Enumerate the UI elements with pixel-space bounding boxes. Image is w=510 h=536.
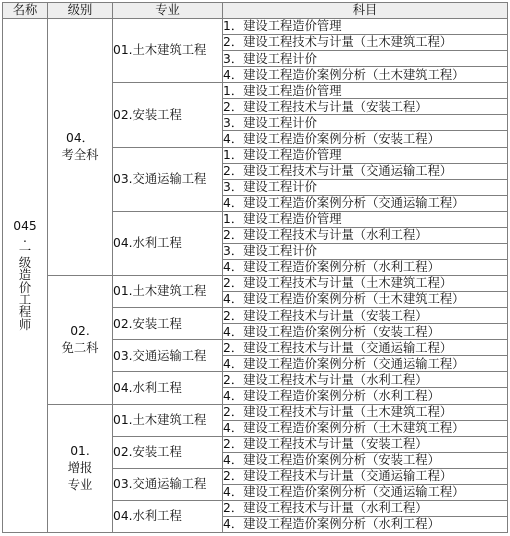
subject-cell: 1．建设工程造价管理 <box>223 147 508 163</box>
exam-name-char: 程 <box>18 305 32 320</box>
subject-cell: 1．建设工程造价管理 <box>223 19 508 35</box>
subject-cell: 4．建设工程造价案例分析（土木建筑工程） <box>223 420 508 436</box>
subject-cell: 1．建设工程造价管理 <box>223 83 508 99</box>
table-row <box>3 19 508 35</box>
subject-cell: 2．建设工程技术与计量（交通运输工程） <box>223 340 508 356</box>
major-cell: 02.安装工程 <box>113 436 223 468</box>
subject-cell: 4．建设工程造价案例分析（水利工程） <box>223 516 508 532</box>
exam-name-char: 一 <box>18 243 32 258</box>
table-row <box>3 276 508 292</box>
major-cell: 04.水利工程 <box>113 372 223 404</box>
subject-cell: 2．建设工程技术与计量（土木建筑工程） <box>223 404 508 420</box>
subject-cell: 4．建设工程造价案例分析（交通运输工程） <box>223 484 508 500</box>
subject-cell: 2．建设工程技术与计量（水利工程） <box>223 227 508 243</box>
major-cell: 04.水利工程 <box>113 211 223 275</box>
subject-cell: 2．建设工程技术与计量（安装工程） <box>223 436 508 452</box>
major-cell: 04.水利工程 <box>113 500 223 532</box>
subject-cell: 2．建设工程技术与计量（安装工程） <box>223 308 508 324</box>
exam-name-char: . <box>23 231 27 246</box>
header-name: 名称 <box>3 3 48 19</box>
level-label: 04． <box>66 131 94 145</box>
subject-cell: 3．建设工程计价 <box>223 51 508 67</box>
subject-cell: 2．建设工程技术与计量（安装工程） <box>223 99 508 115</box>
level-cell <box>48 19 113 276</box>
exam-name-cell <box>3 19 48 533</box>
table-row <box>3 404 508 420</box>
exam-name-char: 工 <box>18 292 32 307</box>
subject-cell: 2．建设工程技术与计量（土木建筑工程） <box>223 276 508 292</box>
exam-subjects-table <box>2 2 508 533</box>
level-cell <box>48 276 113 405</box>
level-label: 02. <box>70 323 90 338</box>
major-cell: 02.安装工程 <box>113 83 223 147</box>
level-cell <box>48 404 113 533</box>
major-cell: 03.交通运输工程 <box>113 147 223 211</box>
header-major: 专业 <box>113 3 223 19</box>
level-label: 专业 <box>67 477 93 492</box>
subject-cell: 2．建设工程技术与计量（水利工程） <box>223 372 508 388</box>
subject-cell: 4．建设工程造价案例分析（交通运输工程） <box>223 356 508 372</box>
level-label: 01. <box>70 443 90 458</box>
subject-cell: 2．建设工程技术与计量（水利工程） <box>223 500 508 516</box>
subject-cell: 3．建设工程计价 <box>223 179 508 195</box>
subject-cell: 3．建设工程计价 <box>223 243 508 259</box>
subject-cell: 4．建设工程造价案例分析（水利工程） <box>223 388 508 404</box>
exam-name-char: 师 <box>18 317 32 332</box>
header-row <box>3 3 508 19</box>
exam-name-char: 造 <box>18 268 32 283</box>
subject-cell: 4．建设工程造价案例分析（安装工程） <box>223 452 508 468</box>
subject-cell: 4．建设工程造价案例分析（水利工程） <box>223 259 508 275</box>
exam-name-char: 级 <box>18 256 32 271</box>
subject-cell: 1．建设工程造价管理 <box>223 211 508 227</box>
subject-cell: 2．建设工程技术与计量（土木建筑工程） <box>223 35 508 51</box>
header-subject: 科目 <box>223 3 508 19</box>
subject-cell: 3．建设工程计价 <box>223 115 508 131</box>
major-cell: 01.土木建筑工程 <box>113 19 223 83</box>
subject-cell: 4．建设工程造价案例分析（土木建筑工程） <box>223 67 508 83</box>
major-cell: 01.土木建筑工程 <box>113 276 223 308</box>
table-body <box>3 19 508 533</box>
major-cell: 01.土木建筑工程 <box>113 404 223 436</box>
level-label: 增报 <box>67 460 93 475</box>
subject-cell: 4．建设工程造价案例分析（交通运输工程） <box>223 195 508 211</box>
subject-cell: 4．建设工程造价案例分析（土木建筑工程） <box>223 292 508 308</box>
header-level: 级别 <box>48 3 113 19</box>
major-cell: 02.安装工程 <box>113 308 223 340</box>
subject-cell: 4．建设工程造价案例分析（安装工程） <box>223 131 508 147</box>
major-cell: 03.交通运输工程 <box>113 468 223 500</box>
subject-cell: 4．建设工程造价案例分析（安装工程） <box>223 324 508 340</box>
exam-name-char: 045 <box>13 219 37 234</box>
level-label: 免二科 <box>61 340 99 355</box>
subject-cell: 2．建设工程技术与计量（交通运输工程） <box>223 163 508 179</box>
subject-cell: 2．建设工程技术与计量（交通运输工程） <box>223 468 508 484</box>
major-cell: 03.交通运输工程 <box>113 340 223 372</box>
exam-name-char: 价 <box>18 280 32 295</box>
level-label: 考全科 <box>61 148 99 162</box>
